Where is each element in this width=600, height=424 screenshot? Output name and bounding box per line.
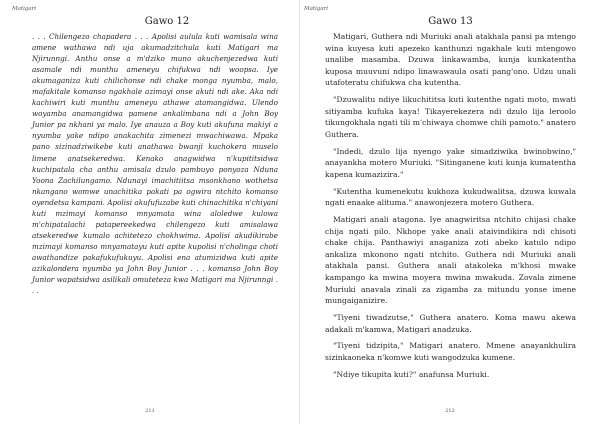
chapter-title-left: Gawo 12 (144, 16, 190, 27)
page-number-right: 212 (445, 408, 455, 414)
page-number-left: 211 (145, 408, 155, 414)
paragraph: Matigari, Guthera ndi Muriuki anali atakhala pansi pa mtengo wina kuyesa kuti apezeko kanthunzi ngakhale kuti mtengowo unalibe masamba. Dzuwa linkawamba, kunja kunkatentha kuposa muuvuni ndipo linawawaula osati pang'ono. Udzu unali utafoteratu chifukwa cha kutentha. (325, 32, 576, 88)
chapter-body (325, 31, 576, 380)
paragraph: "Tiyeni tidzipita," Matigari anatero. Mmene anayankhulira sizinkaoneka n'komwe kuti wangodzuka kumene. (325, 341, 576, 362)
right-page (300, 0, 600, 424)
running-head-left: Matigari (12, 6, 37, 12)
paragraph: "Dzuwalitu ndiye likuchititsa kuti kutenthe ngati moto, mwati sitiyamba kufuka kaya! Tikayerekezera ndi dzulo lija leroolo tikungokhala ngati tili m'chiwaya chomwe chili pamoto." anatero Guthera. (325, 95, 576, 139)
paragraph: "Kutentha kumenekutu kukhoza kukudwalitsa, dzuwa kuwala ngati enaake alituma." anawonjezera motero Guthera. (325, 186, 576, 208)
chapter-title-right: Gawo 13 (428, 16, 473, 27)
paragraph: "Ndiye tikupita kuti?" anafunsa Muriuki. (333, 369, 490, 379)
paragraph: "Indedi, dzulo lija nyengo yake simadziwika bwinobwino," anayankha motero Muriuki. "Sitinganene kuti kunja kumatentha kapena kumazizira." (325, 146, 576, 179)
announcement-text: . . . Chilengezo chapadera . . . Apolisi aulula kuti wamisala wina amene wathawa ndi uja akumadzitchula kuti Matigari ma Njirunngi. Anthu onse a m'dziko muno akuchenjezedwa kuti asamale ndi munthu ameneyu chifukwa ndi woopsa. Iye akumaganiza kuti chilichonse ndi chake monga nyumba, malo, mafakitale komanso ngakhale azimayi onse akuti ndi ake. Aka ndi kachiwiri kuti munthu ameneyu athawe atamangidwa. Ulendo woyamba anamangidwa pamene ankalimbana ndi a John Boy Junior pa nkhani ya malo. Iye anauza a Boy kuti akufuna makiyi a nyumba yake ndipo anakachita zimenezi mwachiwawa. Mpaka pano sizinadziwikebe kuti anathawa bwanji kuchokera muselo limene anatsekeredwa. Kenako anagwidwa n'kupititsidwa kuchipatala cha anthu amisala dzulo pambuyo ponyoza Nduna Yoona Zachilungamo. Ndunayi imachitiitsa msonkhano wothetsa nkangano womwe unachitika pakati pa ogwira ntchito komanso oyendetsa kampani. Apolisi akufufuzabe kuti chinachitika n'chiyani kuti mzimayi komanso mnyamata wina aloledwe kulowa m'chipatalachi patapereekedwa chilengezo kuti amisalawa atsekeredwe kumalo achitetezo chokhwima. Apolisi akudikirabe mzimayi komanso mnyamatayu kuti apite kupolisi n'cholinga choti awathandize pakafukufukuyu. Apolisi ena atumizidwa kuti apite azikalondera nyumba ya John Boy Junior . . . komanso John Boy Junior wapatsidwa asilikali omuteteza kwa Matigari ma Njirunngi . . . (32, 32, 278, 296)
paragraph: "Tiyeni tiwadzutse," Guthera anatero. Koma mawu akewa adakali m'kamwa, Matigari anadzuka. (325, 313, 576, 334)
paragraph: Matigari anali atagona. Iye anagwiritsa ntchito chijasi chake chija ngati pilo. Nkhope yake anali ataivindikira ndi chisoti chake chija. Panthawiyi anaganiza zoti abeko katulo ndipo ankaliza mkonono ngati ntchito. Guthera ndi Muriuki anali atakhala pansi. Guthera anali atakoleka m'khosi mwake kampango ka mwina moyera mwina mwakuda. Zovala zimene Muriuki anavala zinali za zigamba za mitundu yonse imene mungaiganizire. (325, 215, 576, 306)
running-head-right: Matigari (304, 6, 329, 12)
